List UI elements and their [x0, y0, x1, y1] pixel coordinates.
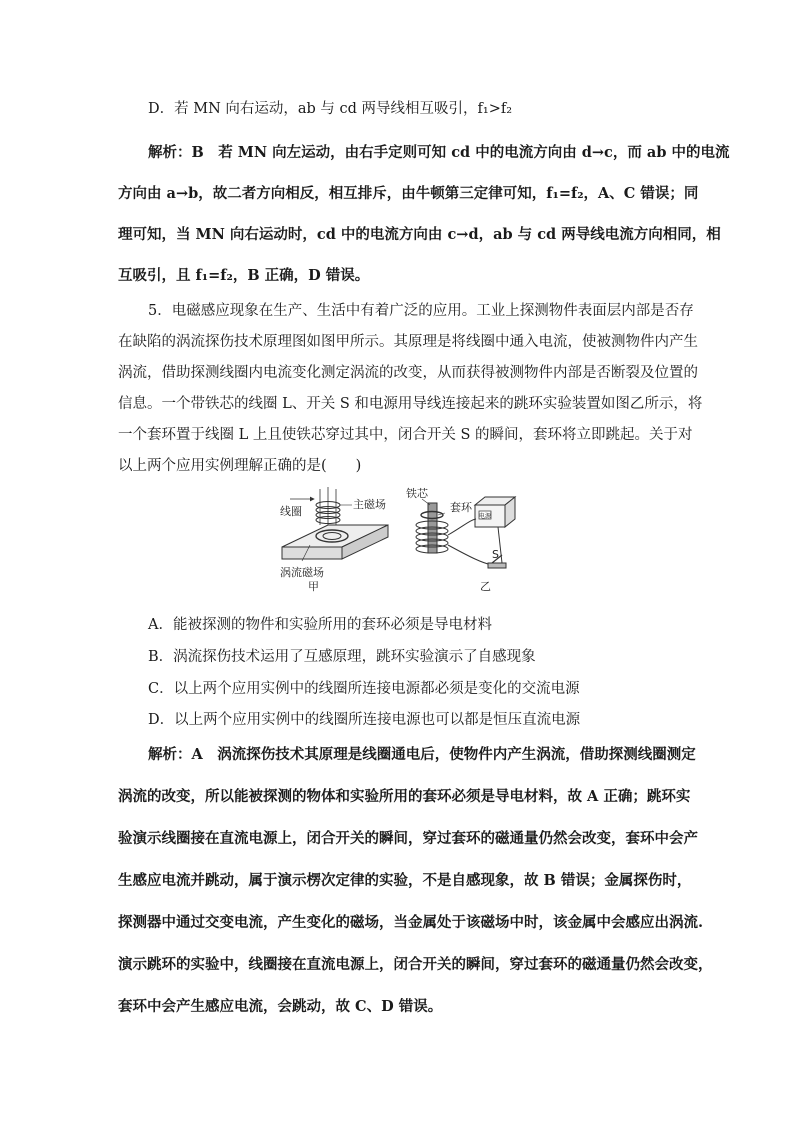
main-field-label: 主磁场	[353, 498, 386, 511]
power-label: 电源	[479, 513, 492, 520]
option-b: B．涡流探伤技术运用了互感原理，跳环实验演示了自感现象	[148, 649, 536, 665]
prev-analysis-line-2: 方向由 a→b，故二者方向相反，相互排斥，由牛顿第三定律可知，f₁=f₂，A、C 错误；同	[118, 185, 699, 202]
iron-core-label: 铁芯	[406, 487, 428, 500]
option-c: C．以上两个应用实例中的线圈所连接电源都必须是变化的交流电源	[148, 681, 580, 697]
analysis5-line-4: 生感应电流并跳动，属于演示楞次定律的实验，不是自感现象，故 B 错误；金属探伤时，	[118, 872, 692, 889]
prev-analysis-line-1: 解析：B 若 MN 向左运动，由右手定则可知 cd 中的电流方向由 d→c，而 ab 中的电流	[148, 144, 730, 161]
option-d: D．以上两个应用实例中的线圈所连接电源也可以都是恒压直流电源	[148, 712, 581, 728]
analysis5-line-2: 涡流的改变，所以能被探测的物体和实验所用的套环必须是导电材料，故 A 正确；跳环实	[118, 788, 691, 805]
eddy-field-label: 涡流磁场	[280, 566, 324, 579]
analysis5-line-5: 探测器中通过交变电流，产生变化的磁场，当金属处于该磁场中时，该金属中会感应出涡流.	[118, 914, 704, 931]
caption-a: 甲	[308, 580, 319, 593]
analysis5-line-6: 演示跳环的实验中，线圈接在直流电源上，闭合开关的瞬间，穿过套环的磁通量仍然会改变，	[118, 956, 713, 973]
question5-line-2: 在缺陷的涡流探伤技术原理图如图甲所示。其原理是将线圈中通入电流，使被测物件内产生	[118, 334, 698, 350]
analysis5-line-1: 解析：A 涡流探伤技术其原理是线圈通电后，使物件内产生涡流，借助探测线圈测定	[148, 746, 696, 763]
question5-line-1: 5．电磁感应现象在生产、生活中有着广泛的应用。工业上探测物件表面层内部是否存	[148, 303, 694, 319]
jumping-ring-diagram	[406, 486, 515, 593]
analysis5-line-3: 验演示线圈接在直流电源上，闭合开关的瞬间，穿过套环的磁通量仍然会改变，套环中会产	[118, 830, 698, 847]
question5-line-3: 涡流，借助探测线圈内电流变化测定涡流的改变，从而获得被测物件内部是否断裂及位置的	[118, 365, 698, 381]
prev-option-d: D．若 MN 向右运动，ab 与 cd 两导线相互吸引，f₁>f₂	[148, 101, 513, 117]
prev-analysis-line-4: 互吸引，且 f₁=f₂，B 正确，D 错误。	[118, 267, 370, 284]
question5-line-4: 信息。一个带铁芯的线圈 L、开关 S 和电源用导线连接起来的跳环实验装置如图乙所示，将	[118, 396, 703, 412]
question5-line-6: 以上两个应用实例理解正确的是( )	[118, 458, 362, 474]
prev-analysis-line-3: 理可知，当 MN 向右运动时，cd 中的电流方向由 c→d，ab 与 cd 两导线电流方向相同，相	[118, 226, 721, 243]
analysis5-line-7: 套环中会产生感应电流，会跳动，故 C、D 错误。	[118, 998, 443, 1015]
question5-line-5: 一个套环置于线圈 L 上且使铁芯穿过其中，闭合开关 S 的瞬间，套环将立即跳起。关于对	[118, 427, 693, 443]
eddy-current-diagram	[280, 487, 388, 593]
coil-label: 线圈	[280, 505, 302, 518]
ring-label: 套环	[450, 501, 472, 514]
option-a: A．能被探测的物件和实验所用的套环必须是导电材料	[148, 617, 492, 633]
switch-label: S	[492, 548, 499, 561]
caption-b: 乙	[480, 580, 491, 593]
experiment-figure	[270, 485, 530, 595]
